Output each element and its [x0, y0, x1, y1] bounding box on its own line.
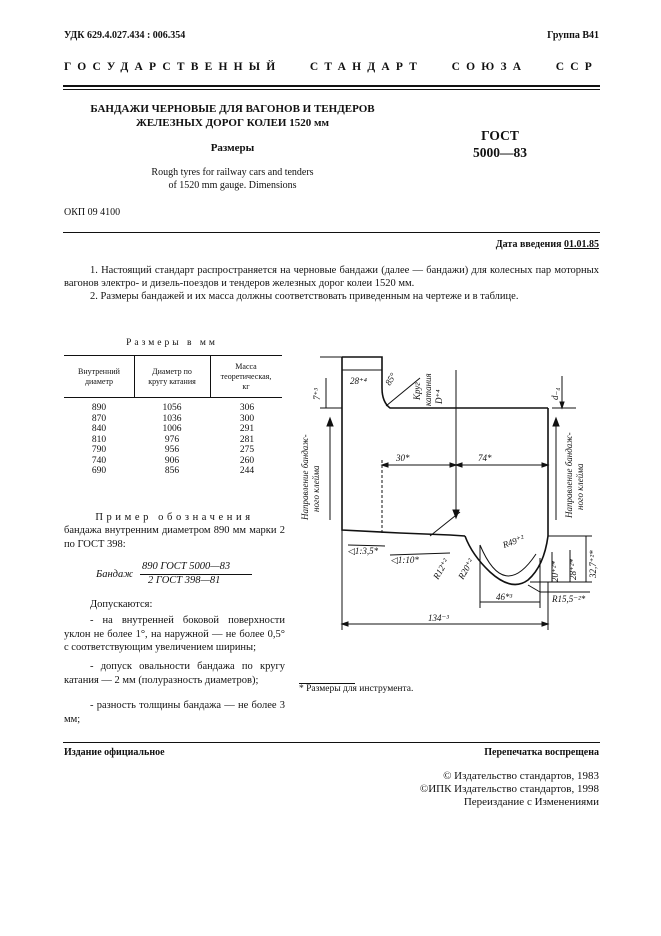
arrow: [382, 463, 388, 467]
col-header-inner-line: Внутренний: [78, 367, 120, 376]
table-cell: 956: [164, 445, 180, 455]
dim-r20: R20⁺²: [456, 556, 476, 581]
table-caption: Размеры в мм: [126, 338, 218, 348]
table-divider: [210, 356, 211, 397]
document-title: [60, 102, 405, 130]
dim-134: 134⁻³: [428, 613, 449, 623]
example-heading: Пример обозначения: [95, 512, 254, 523]
arrow: [542, 622, 548, 626]
dim-7: 7⁺³: [312, 388, 322, 400]
dim-74: 74*: [478, 453, 492, 463]
arrow: [456, 463, 462, 467]
allowed-item-1: - на внутренней боковой поверхности уклон не более 1°, на наружной — не более 0,5° с соответствующим увеличением ширины;: [64, 615, 285, 653]
dim-r12: R12⁺²: [431, 556, 451, 581]
table-cell: 870: [91, 413, 107, 424]
intro-date-label: Дата введения: [495, 239, 562, 250]
intro-date: [496, 239, 599, 250]
table-divider: [134, 356, 135, 397]
table-cell: 976: [164, 434, 180, 445]
table-cell: 790: [91, 445, 107, 455]
table-cell: 300: [239, 413, 255, 424]
table-cell: 275: [239, 445, 255, 455]
leader-line: [430, 512, 460, 536]
circle-label-3: D⁺⁴: [434, 389, 444, 404]
dim-20: 20⁺²*: [550, 561, 560, 582]
table-cell: 1056: [162, 403, 182, 413]
stamp-label-left-1: Направление бандаж-: [300, 434, 310, 520]
title-line-1: БАНДАЖИ ЧЕРНОВЫЕ ДЛЯ ВАГОНОВ И ТЕНДЕРОВ: [90, 103, 375, 115]
dim-r15: R15,5⁻²*: [552, 594, 586, 604]
col-header-mass: [210, 362, 282, 392]
dim-r49: R49⁺²: [501, 532, 526, 550]
col-header-tread-line: Диаметр по: [152, 367, 192, 376]
table-cell: 906: [164, 455, 180, 466]
table-cell: 244: [239, 466, 255, 476]
arrow: [542, 463, 548, 467]
table-column-mass: [210, 403, 284, 477]
dim-d4: d₋₄: [550, 387, 560, 400]
slope-1: ◁1:3,5*: [348, 546, 379, 556]
tyre-flange-profile: [465, 408, 548, 585]
slope-2: ◁1:10*: [391, 555, 419, 565]
state-standard-banner: [64, 61, 598, 73]
dim-28b: 28⁺²*: [568, 559, 578, 580]
example-text: бандажа внутренним диаметром 890 мм марки 2 по ГОСТ 398:: [64, 525, 285, 550]
col-header-tread-line: кругу катания: [148, 377, 196, 386]
table-cell: 306: [239, 403, 255, 413]
header-rule-thin: [63, 89, 600, 90]
table-top-rule: [64, 355, 282, 356]
english-title-line-1: Rough tyres for railway cars and tenders: [151, 167, 314, 178]
footnote: * Размеры для инструмента.: [299, 684, 414, 694]
allowed-item-2: - допуск овальности бандажа по кругу катания — 2 мм (полуразность диаметров);: [64, 661, 285, 686]
table-cell: 690: [91, 466, 107, 476]
allowed-heading: Допускаются:: [90, 599, 153, 610]
col-header-mass-line: Масса: [235, 362, 257, 371]
reprint-notice: Перепечатка воспрещена: [484, 747, 599, 758]
circle-label-1: Круг: [412, 382, 422, 400]
formula-denominator: 2 ГОСТ 398—81: [148, 575, 221, 586]
table-cell: 890: [91, 403, 107, 413]
table-cell: 291: [239, 424, 255, 434]
group-code: Группа В41: [547, 30, 599, 41]
arrow: [560, 402, 564, 408]
official-edition: Издание официальное: [64, 747, 165, 758]
formula-numerator: 890 ГОСТ 5000—83: [142, 561, 231, 572]
gost-number: [452, 127, 548, 161]
col-header-inner: [64, 367, 134, 387]
dim-85: 85°: [383, 371, 399, 387]
stamp-label-left-2: ного клейма: [311, 465, 321, 512]
title-rule: [63, 232, 600, 233]
footer-rule: [63, 742, 600, 743]
table-cell: 740: [91, 455, 107, 466]
okp-code: ОКП 09 4100: [64, 207, 121, 218]
copyright-1: © Издательство стандартов, 1983: [443, 770, 599, 782]
reissue-note: Переиздание с Изменениями: [463, 796, 599, 808]
table-cell: 840: [91, 424, 107, 434]
table-column-inner: [64, 403, 134, 477]
table-cell: 1036: [162, 413, 182, 424]
col-header-mass-line: кг: [242, 382, 250, 391]
banner-word: ГОСУДАРСТВЕННЫЙ: [64, 61, 282, 73]
table-column-tread: [134, 403, 210, 477]
dim-28: 28⁺⁴: [350, 376, 367, 386]
table-cell: 281: [239, 434, 255, 445]
table-cell: 1006: [162, 424, 182, 434]
banner-word: СОЮЗА: [451, 61, 528, 73]
table-cell: 810: [91, 434, 107, 445]
gost-value: 5000—83: [473, 145, 527, 160]
stamp-label-right-1: Направление бандаж-: [564, 432, 574, 518]
formula-prefix: Бандаж: [96, 569, 133, 580]
col-header-inner-line: диаметр: [84, 377, 114, 386]
tyre-profile-drawing: [290, 340, 610, 680]
dim-46: 46*³: [496, 592, 513, 602]
dim-32: 32,7⁺²*: [588, 550, 598, 578]
table-cell: 260: [239, 455, 255, 466]
arrow: [342, 622, 348, 626]
banner-word: ССР: [555, 61, 598, 73]
paragraph-2: 2. Размеры бандажей и их масса должны соответствовать приведенным на чертеже и в таблице.: [90, 291, 519, 302]
col-header-tread: [134, 367, 210, 387]
leader-line: [528, 585, 540, 592]
dim-30: 30*: [396, 453, 410, 463]
udk-code: УДК 629.4.027.434 : 006.354: [64, 30, 186, 41]
table-cell: 856: [164, 466, 180, 476]
banner-word: СТАНДАРТ: [309, 61, 424, 73]
document-subtitle: Размеры: [210, 142, 255, 154]
title-line-2: ЖЕЛЕЗНЫХ ДОРОГ КОЛЕИ 1520 мм: [136, 117, 329, 129]
english-title-line-2: of 1520 mm gauge. Dimensions: [168, 180, 297, 191]
col-header-mass-line: теоретическая,: [220, 372, 272, 381]
arrow: [327, 418, 333, 426]
gost-label: ГОСТ: [481, 128, 519, 143]
header-rule: [63, 85, 600, 87]
copyright-2: ©ИПК Издательство стандартов, 1998: [419, 783, 599, 795]
arrow: [553, 418, 559, 426]
stamp-label-right-2: ного клейма: [575, 463, 585, 510]
intro-date-value: 01.01.85: [564, 239, 599, 250]
paragraph-1: 1. Настоящий стандарт распространяется на черновые бандажи (далее — бандажи) для колесных пар моторных вагонов электро- и дизель-поездов и тендеров железных дорог колеи 1520 мм.: [64, 265, 599, 289]
table-header-rule: [64, 397, 282, 398]
tyre-outline: [342, 357, 548, 408]
circle-label-2: катания: [423, 373, 433, 406]
english-title: [120, 166, 345, 192]
allowed-item-3: - разность толщины бандажа — не более 3 мм;: [64, 700, 285, 725]
